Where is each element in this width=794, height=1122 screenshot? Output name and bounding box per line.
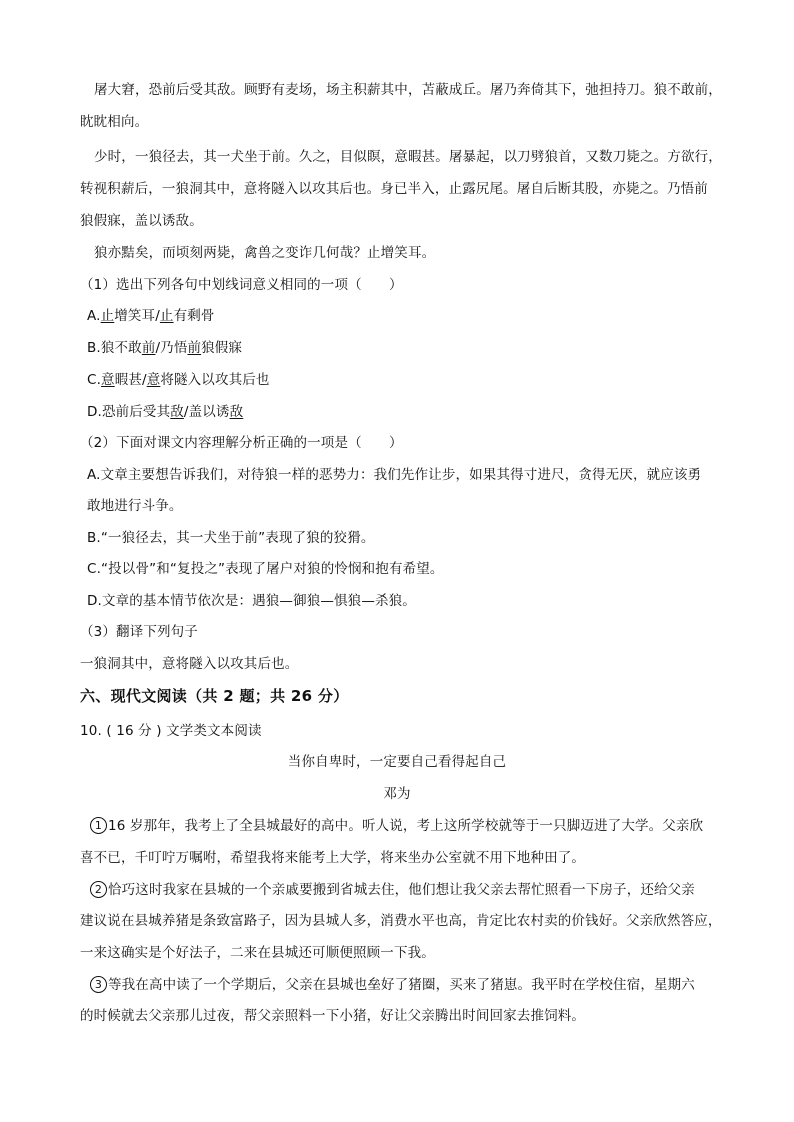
question-2-option-c: C.“投以骨”和“复投之”表现了屠户对狼的怜悯和抱有希望。 — [87, 561, 444, 577]
question-1-option-a — [87, 306, 215, 326]
passage-p1-line1: 屠大窘，恐前后受其敌。顾野有麦场，场主积薪其中，苫蔽成丘。屠乃奔倚其下，弛担持刀。狼不敢前， — [94, 82, 722, 98]
question-1-option-b — [87, 338, 242, 358]
passage-p1-line2: 眈眈相向。 — [80, 114, 149, 130]
para-1-text: 16 岁那年，我考上了全县城最好的高中。听人说，考上这所学校就等于一只脚迈进了大学。父亲欣 — [108, 818, 704, 834]
question-2-option-a-line1: A.文章主要想告诉我们，对待狼一样的恶势力：我们先作让步，如果其得寸进尺，贪得无厌，就应该勇 — [87, 467, 702, 483]
question-3-stem: （3）翻译下列句子 — [80, 624, 198, 640]
article-para-3-line1 — [90, 975, 695, 995]
option-c-tail: 将隧入以攻其后也 — [160, 372, 270, 388]
question-1-stem: （1）选出下列各句中划线词意义相同的一项（ ） — [80, 277, 403, 293]
passage-p2-line2: 转视积薪后，一狼洞其中，意将隧入以攻其后也。身已半入，止露尻尾。屠自后断其股，亦毙之。乃悟前 — [80, 181, 708, 197]
para-2-text: 恰巧这时我家在县城的一个亲戚要搬到省城去住，他们想让我父亲去帮忙照看一下房子，还给父亲 — [108, 882, 695, 898]
passage-p2-line1: 少时，一狼径去，其一犬坐于前。久之，目似瞑，意暇甚。屠暴起，以刀劈狼首，又数刀毙之。方欲行， — [94, 149, 722, 165]
article-para-1-line2: 喜不已，千叮咛万嘱咐，希望我将来能考上大学，将来坐办公室就不用下地种田了。 — [80, 850, 586, 866]
option-a-underlined-word-1: 止 — [100, 308, 115, 324]
paragraph-number-1: 1 — [90, 817, 107, 834]
question-1-option-d — [87, 402, 243, 422]
option-a-prefix: A. — [87, 308, 101, 324]
option-b-underlined-word-1: 前 — [141, 340, 156, 356]
question-2-option-a-line2: 敢地进行斗争。 — [87, 498, 183, 514]
article-para-2-line2: 建议说在县城养猪是条致富路子，因为县城人多，消费水平也高，肯定比农村卖的价钱好。父亲欣然答应， — [80, 913, 722, 929]
paragraph-number-3: 3 — [90, 976, 107, 993]
option-c-middle: 暇甚/ — [114, 372, 147, 388]
article-para-2-line1 — [90, 880, 695, 900]
option-d-underlined-word-1: 敌 — [170, 404, 184, 420]
option-b-middle: /乃悟 — [155, 340, 188, 356]
option-b-underlined-word-2: 前 — [187, 340, 202, 356]
article-title: 当你自卑时，一定要自己看得起自己 — [287, 754, 507, 770]
option-d-prefix: D.恐前后受其 — [87, 404, 171, 420]
article-author: 邓为 — [383, 786, 411, 802]
article-para-2-line3: 一来这确实是个好法子，二来在县城还可顺便照顾一下我。 — [80, 945, 435, 961]
paragraph-number-2: 2 — [90, 881, 107, 898]
section-6-heading: 六、现代文阅读（共 2 题；共 26 分） — [80, 687, 349, 705]
option-c-underlined-word-2: 意 — [146, 372, 161, 388]
question-3-sentence: 一狼洞其中，意将隧入以攻其后也。 — [80, 656, 299, 672]
para-3-text: 等我在高中读了一个学期后，父亲在县城也垒好了猪圈，买来了猪崽。我平时在学校住宿，星期六 — [108, 977, 695, 993]
passage-p3-line1: 狼亦黠矣，而顷刻两毙，禽兽之变诈几何哉？止增笑耳。 — [94, 245, 436, 261]
option-b-prefix: B.狼不敢 — [87, 340, 142, 356]
passage-p2-line3: 狼假寐，盖以诱敌。 — [80, 213, 203, 229]
option-d-middle: /盖以诱 — [183, 404, 230, 420]
option-c-prefix: C. — [87, 372, 102, 388]
question-2-stem: （2）下面对课文内容理解分析正确的一项是（ ） — [80, 435, 403, 451]
option-b-tail: 狼假寐 — [201, 340, 243, 356]
option-a-tail: 有剩骨 — [173, 308, 215, 324]
option-a-underlined-word-2: 止 — [159, 308, 174, 324]
option-d-underlined-word-2: 敌 — [229, 404, 244, 420]
question-2-option-d: D.文章的基本情节依次是：遇狼—御狼—惧狼—杀狼。 — [87, 593, 416, 609]
question-10-label: 10. ( 16 分 ) 文学类文本阅读 — [80, 723, 262, 739]
article-para-3-line2: 的时候就去父亲那儿过夜，帮父亲照料一下小猪，好让父亲腾出时间回家去推饲料。 — [80, 1008, 586, 1024]
question-2-option-b: B.“一狼径去，其一犬坐于前”表现了狼的狡猾。 — [87, 530, 375, 546]
article-para-1-line1 — [90, 816, 703, 836]
question-1-option-c — [87, 370, 270, 390]
option-c-underlined-word-1: 意 — [101, 372, 115, 388]
option-a-middle: 增笑耳/ — [114, 308, 160, 324]
